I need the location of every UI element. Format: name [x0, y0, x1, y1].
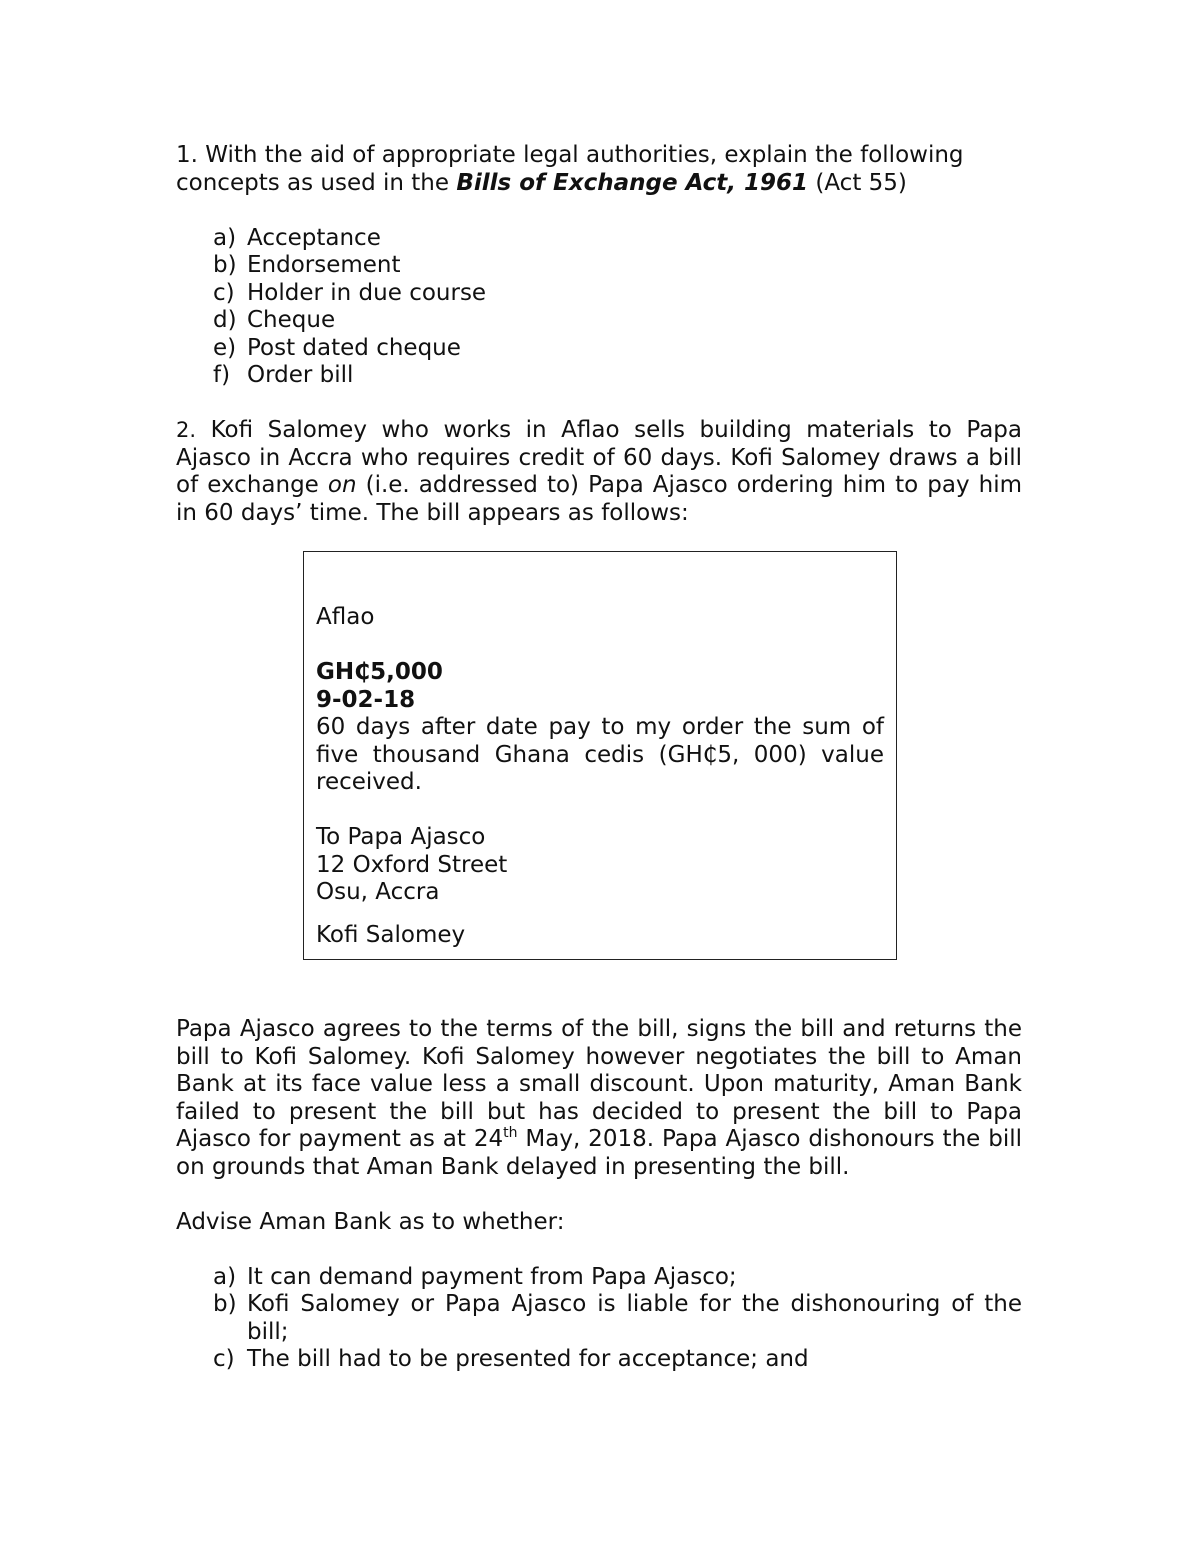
bill-place: Aflao: [316, 604, 375, 630]
question-1-intro: [176, 142, 1022, 197]
facts-ordinal: th: [503, 1125, 518, 1141]
question-1-list: [176, 225, 1022, 390]
list-marker: c): [213, 1346, 235, 1372]
list-item: [176, 335, 1022, 363]
list-text: The bill had to be presented for acceptance; and: [247, 1346, 809, 1372]
list-item: [176, 280, 1022, 308]
list-marker: b): [213, 252, 237, 278]
list-item: [176, 1346, 1022, 1374]
list-text: Endorsement: [247, 252, 401, 278]
list-marker: f): [213, 362, 231, 388]
document-page: [176, 142, 1022, 1374]
list-marker: e): [213, 334, 237, 361]
act-number: (Act 55): [808, 169, 907, 196]
question-2-text-end: (i.e. addressed to) Papa Ajasco ordering him to pay him in 60 days’ time. The bill appears as follows:: [176, 472, 1023, 526]
bill-amount: GH₵5,000: [316, 659, 443, 685]
list-text: Cheque: [247, 307, 336, 333]
facts-text-end: May, 2018. Papa Ajasco dishonours the bill on grounds that Aman Bank delayed in presenting the bill.: [176, 1126, 1022, 1180]
act-title: Bills of Exchange Act, 1961: [456, 169, 809, 196]
list-item: [176, 1291, 1022, 1346]
list-text: Acceptance: [247, 224, 381, 251]
question-2-number: 2.: [176, 418, 197, 442]
facts-text: Papa Ajasco agrees to the terms of the bill, signs the bill and returns the bill to Kofi Salomey. Kofi Salomey however negotiates the bill to Aman Bank at its face value less a small discount. Upon maturity, Aman Bank failed to present the bill but has decided to present the bill to Papa Ajasco for payment as at 24: [176, 1016, 1022, 1152]
bill-of-exchange-box: [303, 551, 897, 960]
list-item: [176, 252, 1022, 280]
question-1-text: With the aid of appropriate legal authorities, explain the following concepts as used in the: [176, 142, 964, 196]
list-marker: b): [213, 1291, 237, 1317]
list-item: [176, 307, 1022, 335]
list-item: [176, 1264, 1022, 1292]
bill-street: 12 Oxford Street: [316, 851, 508, 878]
list-text: Order bill: [247, 362, 354, 388]
question-2-emphasis: on: [327, 472, 357, 498]
list-marker: a): [213, 1263, 237, 1290]
question-2-text: Kofi Salomey who works in Aflao sells building materials to Papa Ajasco in Accra who requires credit of 60 days. Kofi Salomey draws a bill of exchange: [176, 417, 1022, 498]
bill-city: Osu, Accra: [316, 879, 440, 905]
bill-drawer: Kofi Salomey: [316, 921, 466, 948]
bill-body: 60 days after date pay to my order the sum of five thousand Ghana cedis (GH₵5, 000) value received.: [316, 714, 884, 795]
question-1-number: 1.: [176, 142, 198, 168]
question-2-intro: [176, 417, 1022, 527]
question-2-facts: [176, 1016, 1022, 1181]
list-item: [176, 225, 1022, 253]
bill-date: 9-02-18: [316, 686, 416, 713]
list-marker: a): [213, 224, 237, 251]
list-text: Post dated cheque: [247, 334, 461, 361]
list-marker: c): [213, 279, 235, 306]
list-text: Holder in due course: [247, 279, 487, 306]
question-2-list: [176, 1264, 1022, 1374]
list-text: It can demand payment from Papa Ajasco;: [247, 1263, 737, 1290]
advise-heading: Advise Aman Bank as to whether:: [176, 1208, 565, 1235]
list-text: Kofi Salomey or Papa Ajasco is liable for the dishonouring of the bill;: [247, 1291, 1022, 1345]
list-item: [176, 362, 1022, 390]
list-marker: d): [213, 307, 237, 333]
bill-addressee: To Papa Ajasco: [316, 824, 486, 850]
